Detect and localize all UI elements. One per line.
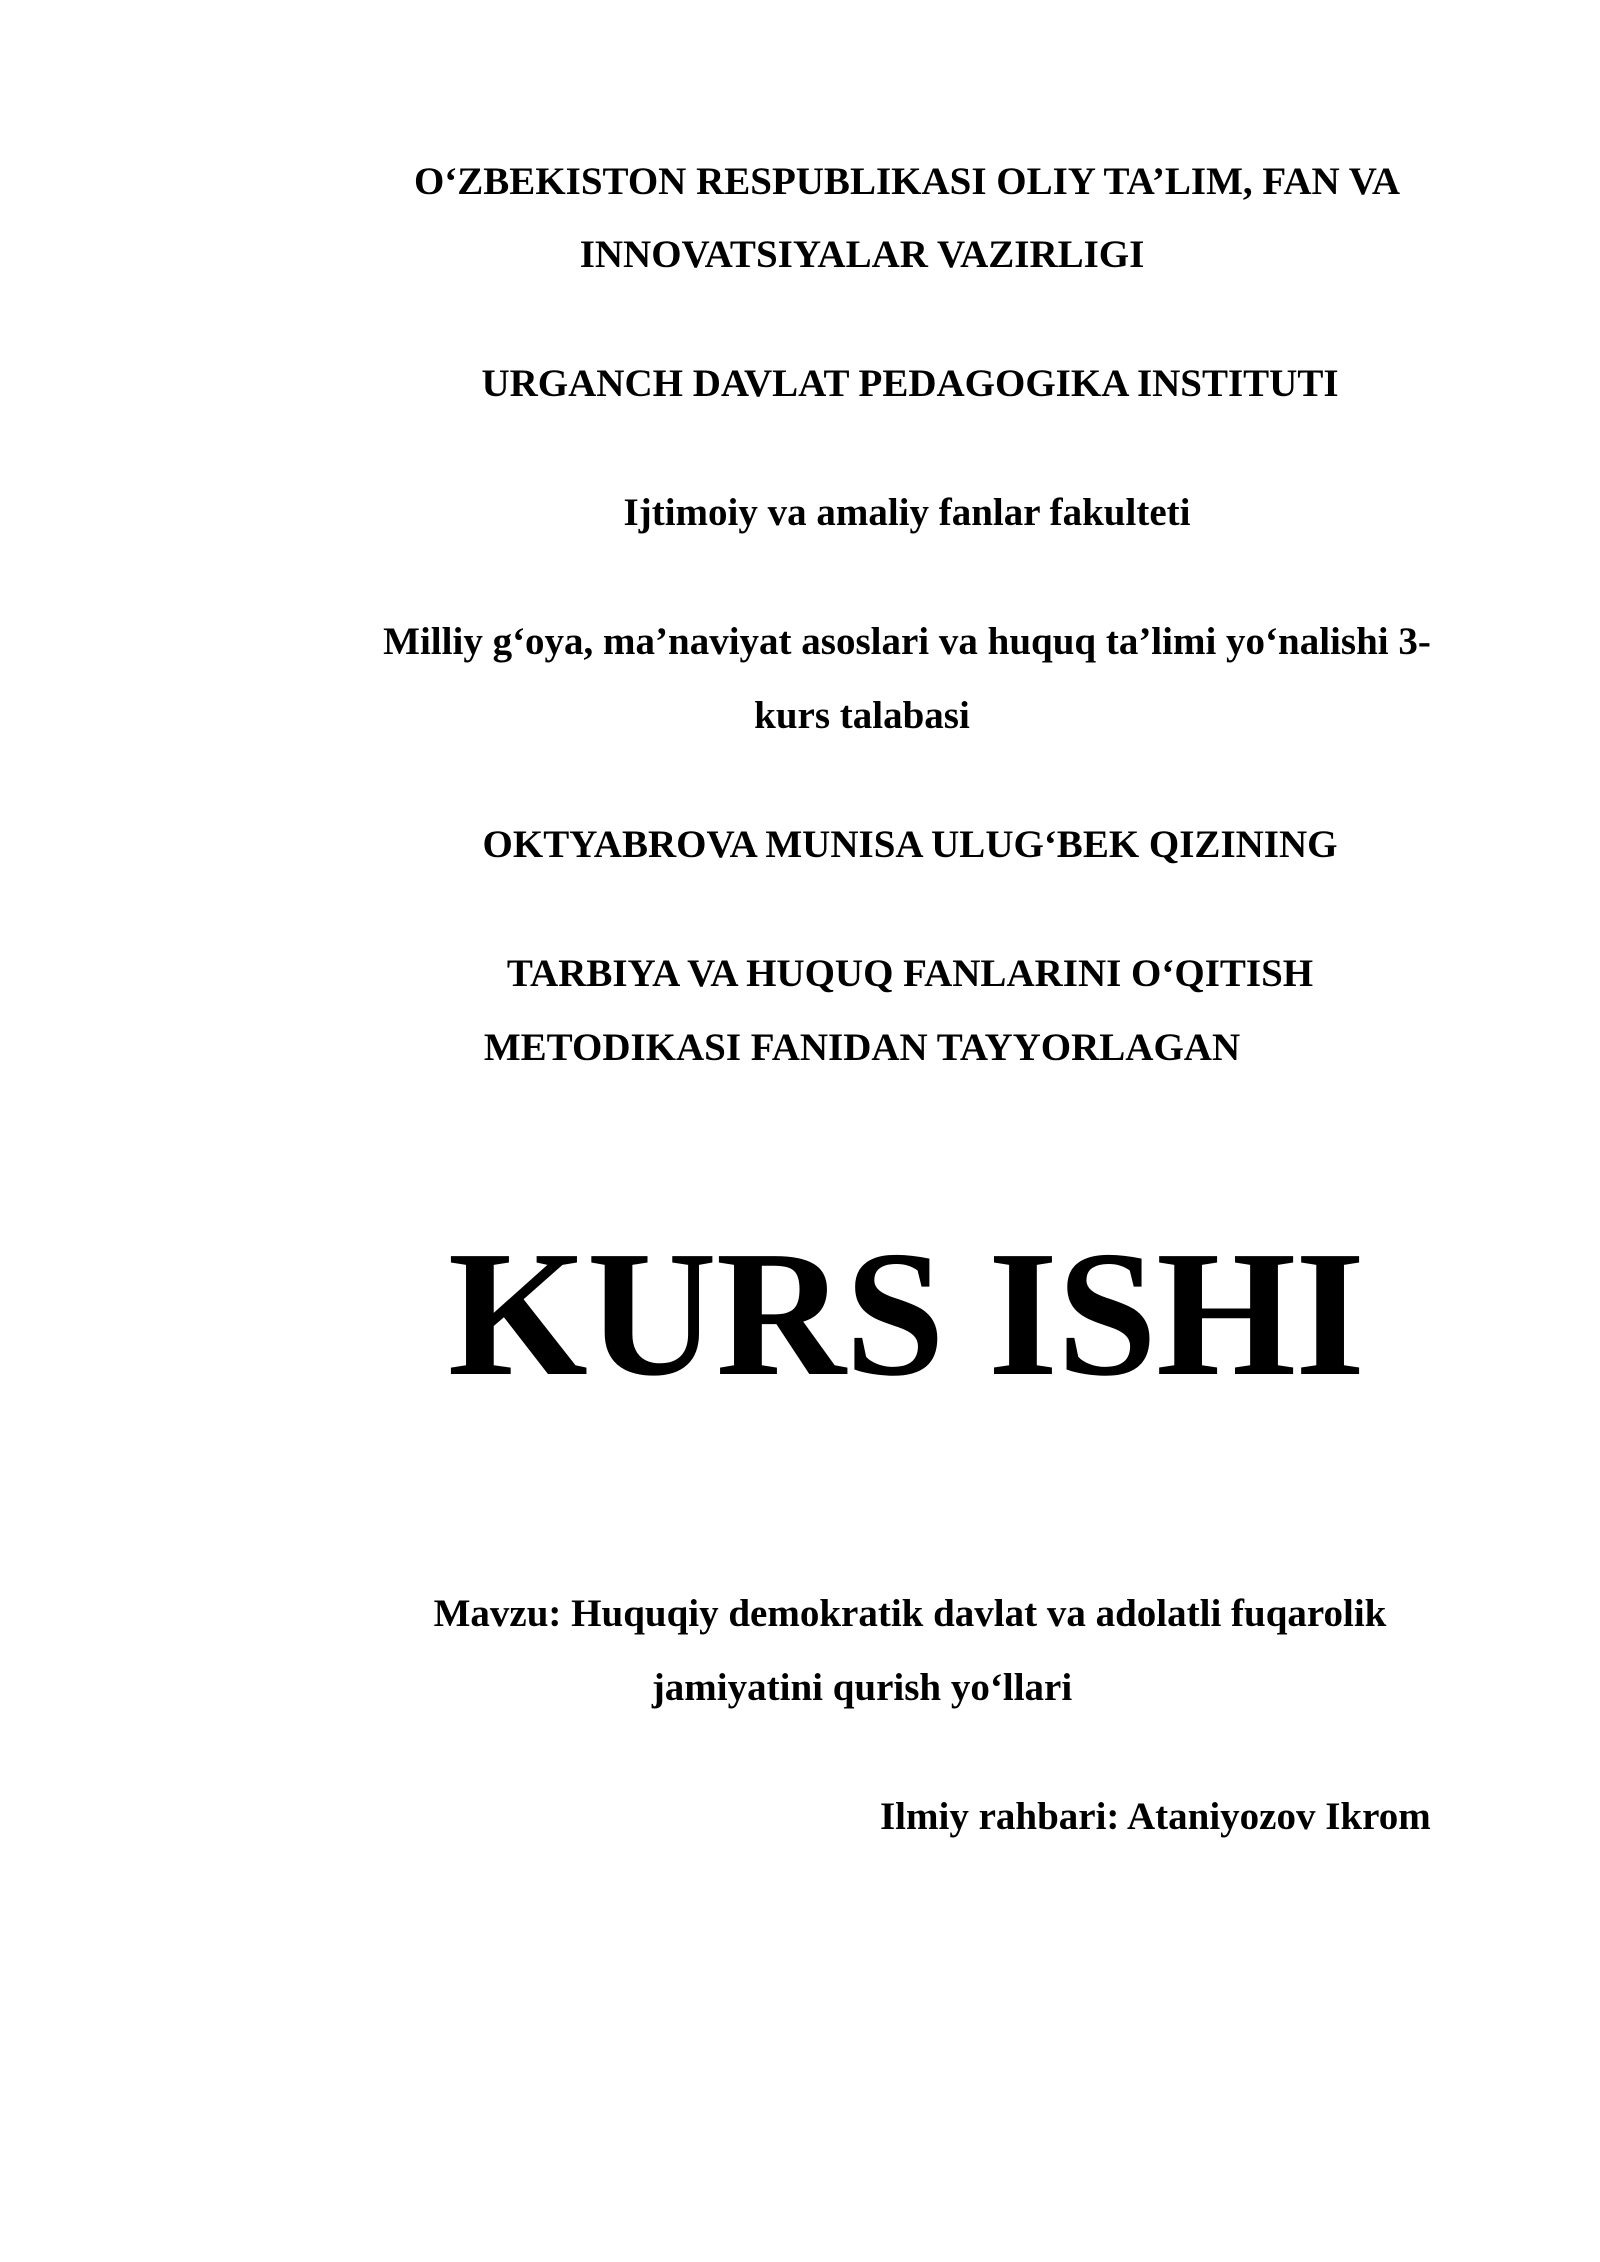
institute-name: URGANCH DAVLAT PEDAGOGIKA INSTITUTI: [481, 362, 1339, 405]
study-direction-line-1: Milliy g‘oya, ma’naviyat asoslari va huquq ta’limi yo‘nalishi 3-: [383, 620, 1431, 663]
topic-line-2: jamiyatini qurish yo‘llari: [651, 1666, 1073, 1709]
work-type-title: KURS ISHI: [447, 1214, 1365, 1413]
ministry-line-2: INNOVATSIYALAR VAZIRLIGI: [579, 233, 1145, 276]
subject-line-1: TARBIYA VA HUQUQ FANLARINI O‘QITISH: [506, 952, 1314, 995]
study-direction-line-2: kurs talabasi: [754, 694, 970, 737]
topic-line-1: Mavzu: Huquqiy demokratik davlat va adolatli fuqarolik: [433, 1592, 1387, 1635]
subject-line-2: METODIKASI FANIDAN TAYYORLAGAN: [483, 1026, 1241, 1069]
student-name: OKTYABROVA MUNISA ULUG‘BEK QIZINING: [482, 823, 1338, 866]
faculty-name: Ijtimoiy va amaliy fanlar fakulteti: [623, 491, 1191, 534]
ministry-line-1: O‘ZBEKISTON RESPUBLIKASI OLIY TA’LIM, FAN VA: [413, 160, 1401, 203]
supervisor: Ilmiy rahbari: Ataniyozov Ikrom: [880, 1795, 1431, 1838]
